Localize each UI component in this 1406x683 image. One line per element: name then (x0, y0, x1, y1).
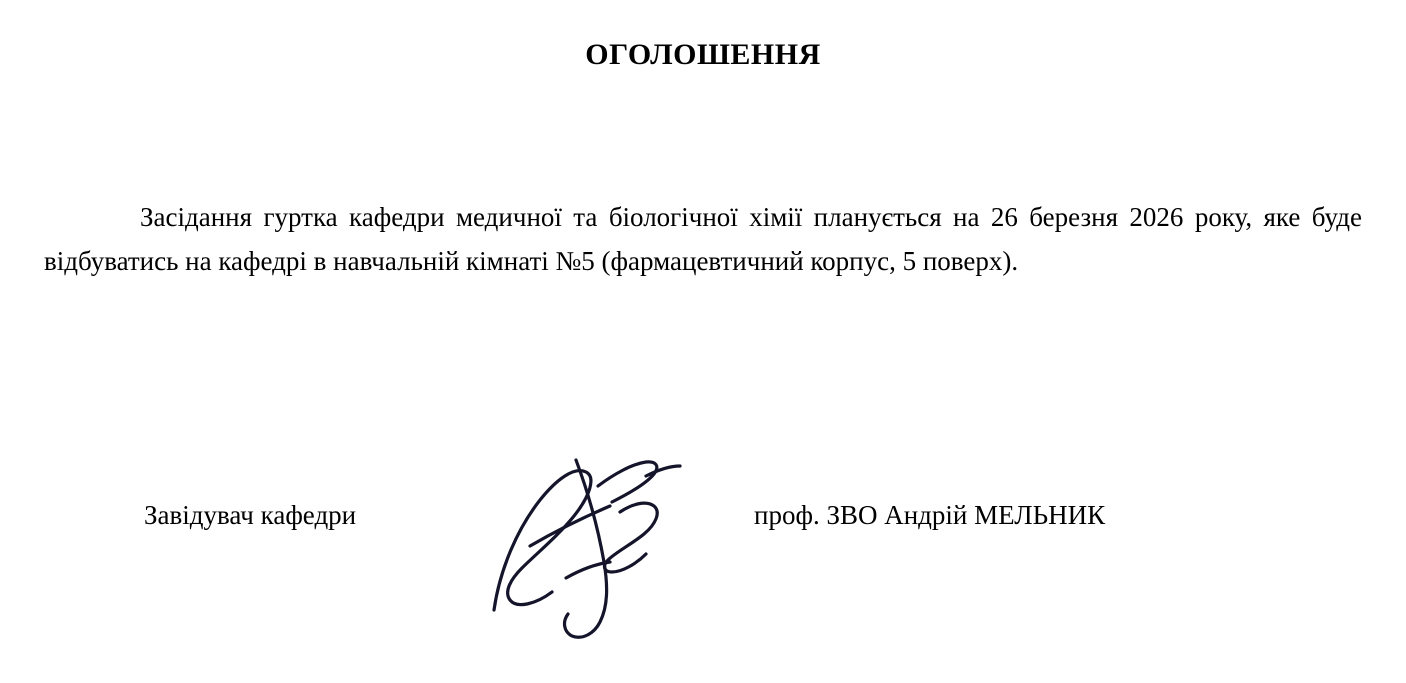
page-title: ОГОЛОШЕННЯ (585, 38, 821, 71)
body-paragraph: Засідання гуртка кафедри медичної та біологічної хімії планується на 26 березня 2026 року, яке буде відбуватись на кафедрі в навчальній кімнаті №5 (фармацевтичний корпус, 5 поверх). (44, 202, 1362, 276)
signatory-name-label: проф. ЗВО Андрій МЕЛЬНИК (754, 500, 1106, 530)
document-body (44, 196, 1362, 283)
signatory-role-label: Завідувач кафедри (144, 500, 357, 530)
signature-block (44, 500, 1362, 560)
